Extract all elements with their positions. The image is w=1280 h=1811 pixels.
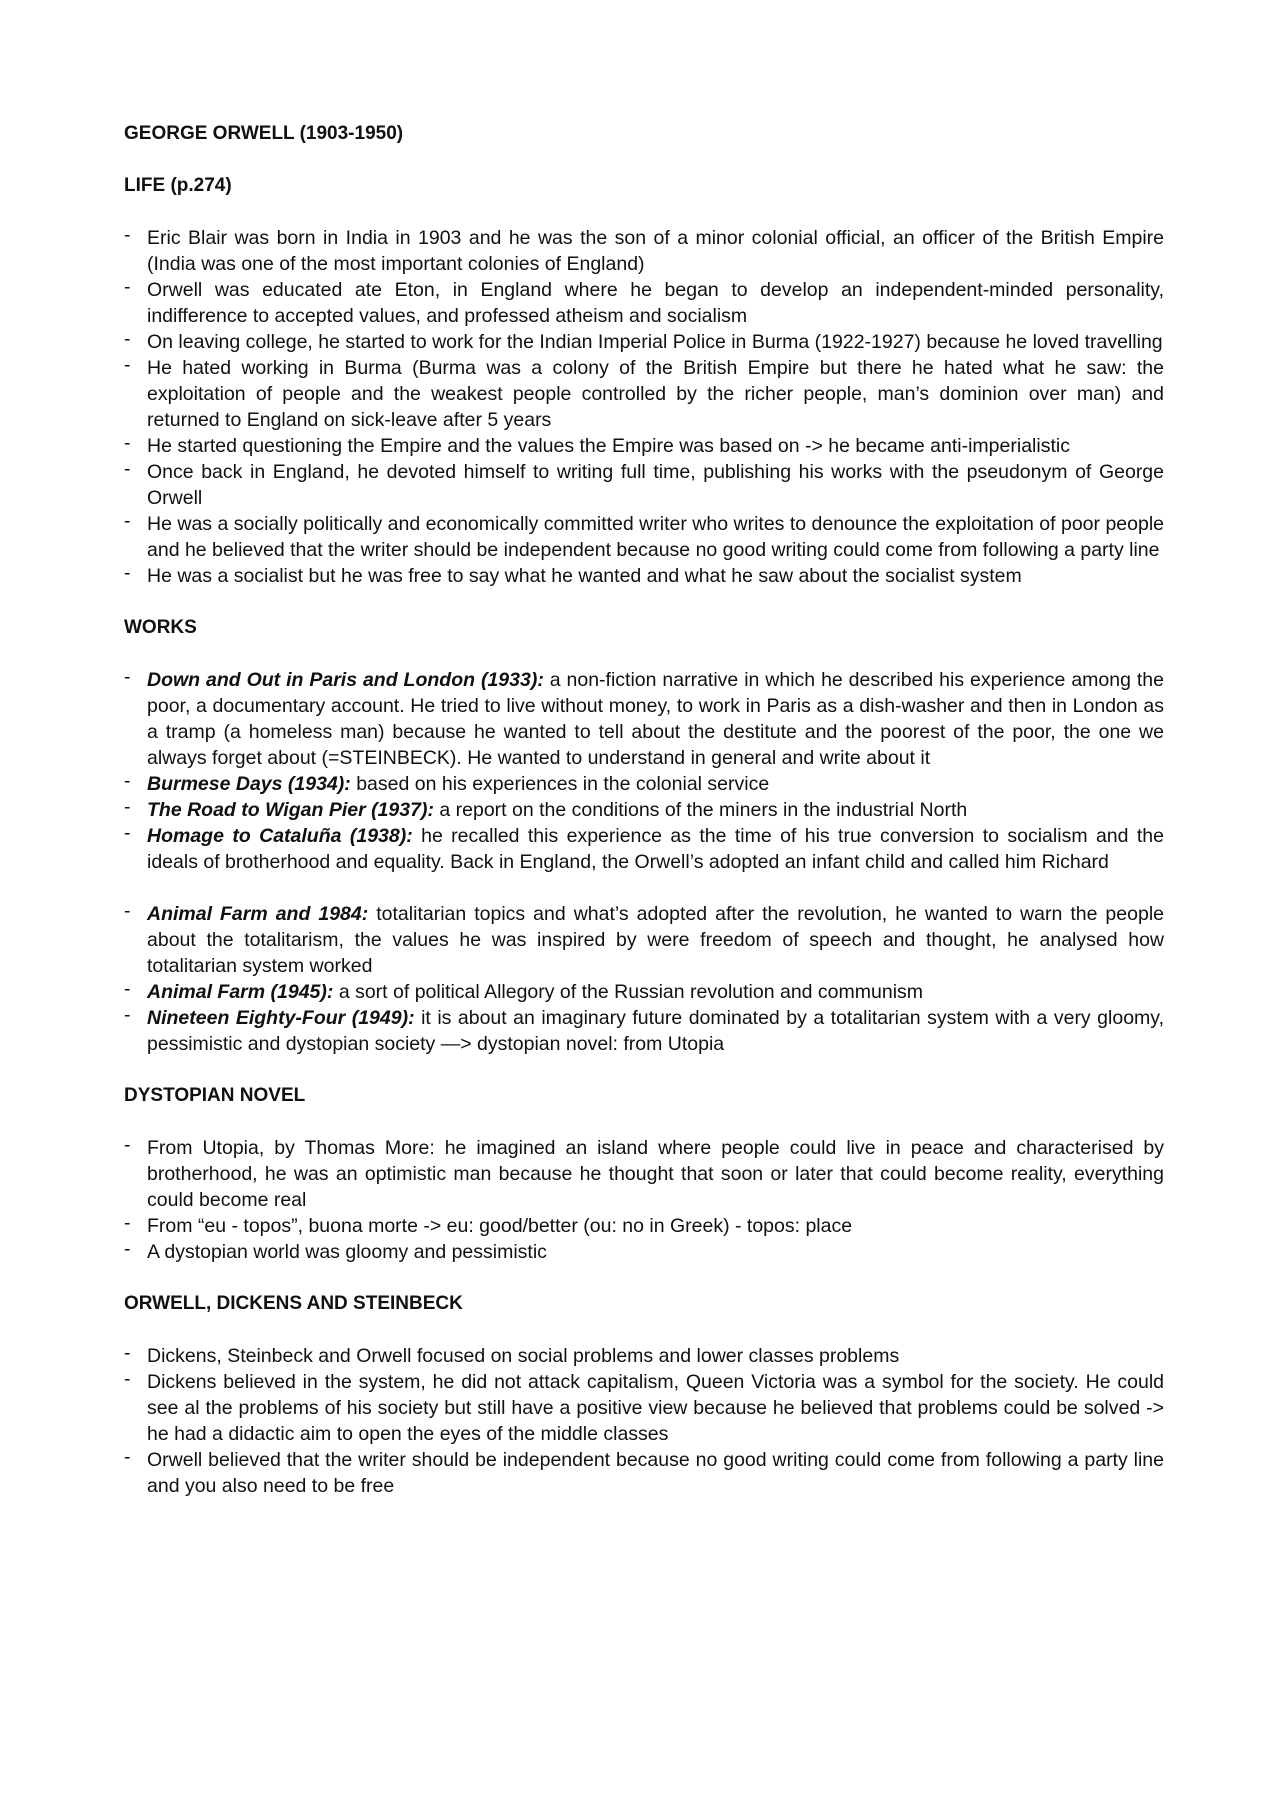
bullet-dash: -: [124, 1446, 131, 1468]
list-item: [124, 1135, 1164, 1213]
bullet-dash: -: [124, 276, 131, 298]
list-item: [124, 1239, 1164, 1265]
list-item-text: He started questioning the Empire and the values the Empire was based on -> he became anti-imperialistic: [147, 435, 1070, 457]
work-description: totalitarian topics and what’s adopted after the revolution, he wanted to warn the people about the totalitarism, the values he was inspired by were freedom of speech and thought, he analysed how totalitarian system worked: [147, 903, 1164, 977]
list-item-text: Dickens believed in the system, he did not attack capitalism, Queen Victoria was a symbol for the society. He could see al the problems of his society but still have a positive view because he believed that problems could be solved -> he had a didactic aim to open the eyes of the middle classes: [147, 1371, 1164, 1445]
work-description: it is about an imaginary future dominated by a totalitarian system with a very gloomy, pessimistic and dystopian society —> dystopian novel: from Utopia: [147, 1007, 1165, 1055]
dystopian-list: [124, 1135, 1164, 1265]
list-item-text: Orwell believed that the writer should be independent because no good writing could come from following a party line and you also need to be free: [147, 1449, 1164, 1497]
list-item-text: He hated working in Burma (Burma was a colony of the British Empire but there he hated what he saw: the exploitation of people and the weakest people controlled by the richer people, man’s dominion over man) and returned to England on sick-leave after 5 years: [147, 357, 1164, 431]
list-item-text: Once back in England, he devoted himself to writing full time, publishing his works with the pseudonym of George Orwell: [147, 461, 1164, 509]
list-item: [124, 1447, 1164, 1499]
work-title: Burmese Days (1934):: [147, 773, 351, 795]
list-item-text: On leaving college, he started to work for the Indian Imperial Police in Burma (1922-1927) because he loved travelling: [147, 331, 1163, 353]
work-description: a report on the conditions of the miners in the industrial North: [433, 799, 968, 821]
bullet-dash: -: [124, 224, 131, 246]
list-item-text: A dystopian world was gloomy and pessimistic: [147, 1241, 547, 1263]
list-item: [124, 667, 1164, 771]
bullet-dash: -: [124, 978, 131, 1000]
list-item: [124, 511, 1164, 563]
list-item-text: He was a socialist but he was free to say what he wanted and what he saw about the socialist system: [147, 565, 1022, 587]
bullet-dash: -: [124, 354, 131, 376]
work-description: a sort of political Allegory of the Russian revolution and communism: [333, 981, 924, 1003]
bullet-dash: -: [124, 458, 131, 480]
work-description: based on his experiences in the colonial service: [350, 773, 770, 795]
comparison-list: [124, 1343, 1164, 1499]
list-item: [124, 797, 1164, 823]
list-item-text: From Utopia, by Thomas More: he imagined an island where people could live in peace and characterised by brotherhood, he was an optimistic man because he thought that soon or later that could become reality, everything could become real: [147, 1137, 1164, 1211]
list-item: [124, 1005, 1164, 1057]
work-title: The Road to Wigan Pier (1937):: [147, 799, 434, 821]
bullet-dash: -: [124, 562, 131, 584]
list-item: [124, 1369, 1164, 1447]
bullet-dash: -: [124, 796, 131, 818]
bullet-dash: -: [124, 770, 131, 792]
section-heading-life: LIFE (p.274): [124, 175, 232, 196]
list-item: [124, 329, 1164, 355]
bullet-dash: -: [124, 1004, 131, 1026]
list-item: [124, 277, 1164, 329]
list-item: [124, 1213, 1164, 1239]
list-item: [124, 1343, 1164, 1369]
work-title: Animal Farm (1945):: [147, 981, 334, 1003]
bullet-dash: -: [124, 1238, 131, 1260]
list-item-text: Orwell was educated ate Eton, in England where he began to develop an independent-minded personality, indifference to accepted values, and professed atheism and socialism: [147, 279, 1164, 327]
section-heading-works: WORKS: [124, 617, 197, 638]
bullet-dash: -: [124, 328, 131, 350]
bullet-dash: -: [124, 822, 131, 844]
work-title: Down and Out in Paris and London (1933):: [147, 669, 544, 691]
list-item: [124, 823, 1164, 875]
section-heading-dystopian: DYSTOPIAN NOVEL: [124, 1085, 306, 1106]
list-item-text: Dickens, Steinbeck and Orwell focused on social problems and lower classes problems: [147, 1345, 900, 1367]
list-item-text: Eric Blair was born in India in 1903 and he was the son of a minor colonial official, an officer of the British Empire (India was one of the most important colonies of England): [147, 227, 1164, 275]
bullet-dash: -: [124, 666, 131, 688]
work-title: Nineteen Eighty-Four (1949):: [147, 1007, 415, 1029]
list-item: [124, 901, 1164, 979]
bullet-dash: -: [124, 1134, 131, 1156]
list-item: [124, 979, 1164, 1005]
work-description: he recalled this experience as the time of his true conversion to socialism and the ideals of brotherhood and equality. Back in England, the Orwell’s adopted an infant child and called him Richard: [147, 825, 1164, 873]
bullet-dash: -: [124, 1212, 131, 1234]
works-list: [124, 667, 1164, 875]
list-item: [124, 771, 1164, 797]
document-page: [124, 121, 1164, 1499]
bullet-dash: -: [124, 900, 131, 922]
work-title: Animal Farm and 1984:: [147, 903, 369, 925]
list-item: [124, 433, 1164, 459]
life-list: [124, 225, 1164, 589]
section-heading-comparison: ORWELL, DICKENS AND STEINBECK: [124, 1293, 463, 1314]
work-title: Homage to Cataluña (1938):: [147, 825, 413, 847]
bullet-dash: -: [124, 510, 131, 532]
bullet-dash: -: [124, 432, 131, 454]
list-item: [124, 355, 1164, 433]
bullet-dash: -: [124, 1368, 131, 1390]
work-description: a non-fiction narrative in which he described his experience among the poor, a documentary account. He tried to live without money, to work in Paris as a dish-washer and then in London as a tramp (a homeless man) because he wanted to tell about the destitute and the poorest of the poor, the one we always forget about (=STEINBECK). He wanted to understand in general and write about it: [147, 669, 1164, 769]
works-list-continued: [124, 901, 1164, 1057]
document-title: GEORGE ORWELL (1903-1950): [124, 123, 404, 144]
list-item: [124, 225, 1164, 277]
list-item: [124, 563, 1164, 589]
bullet-dash: -: [124, 1342, 131, 1364]
list-item-text: He was a socially politically and economically committed writer who writes to denounce the exploitation of poor people and he believed that the writer should be independent because no good writing could come from following a party line: [147, 513, 1164, 561]
list-item: [124, 459, 1164, 511]
list-item-text: From “eu - topos”, buona morte -> eu: good/better (ou: no in Greek) - topos: place: [147, 1215, 853, 1237]
